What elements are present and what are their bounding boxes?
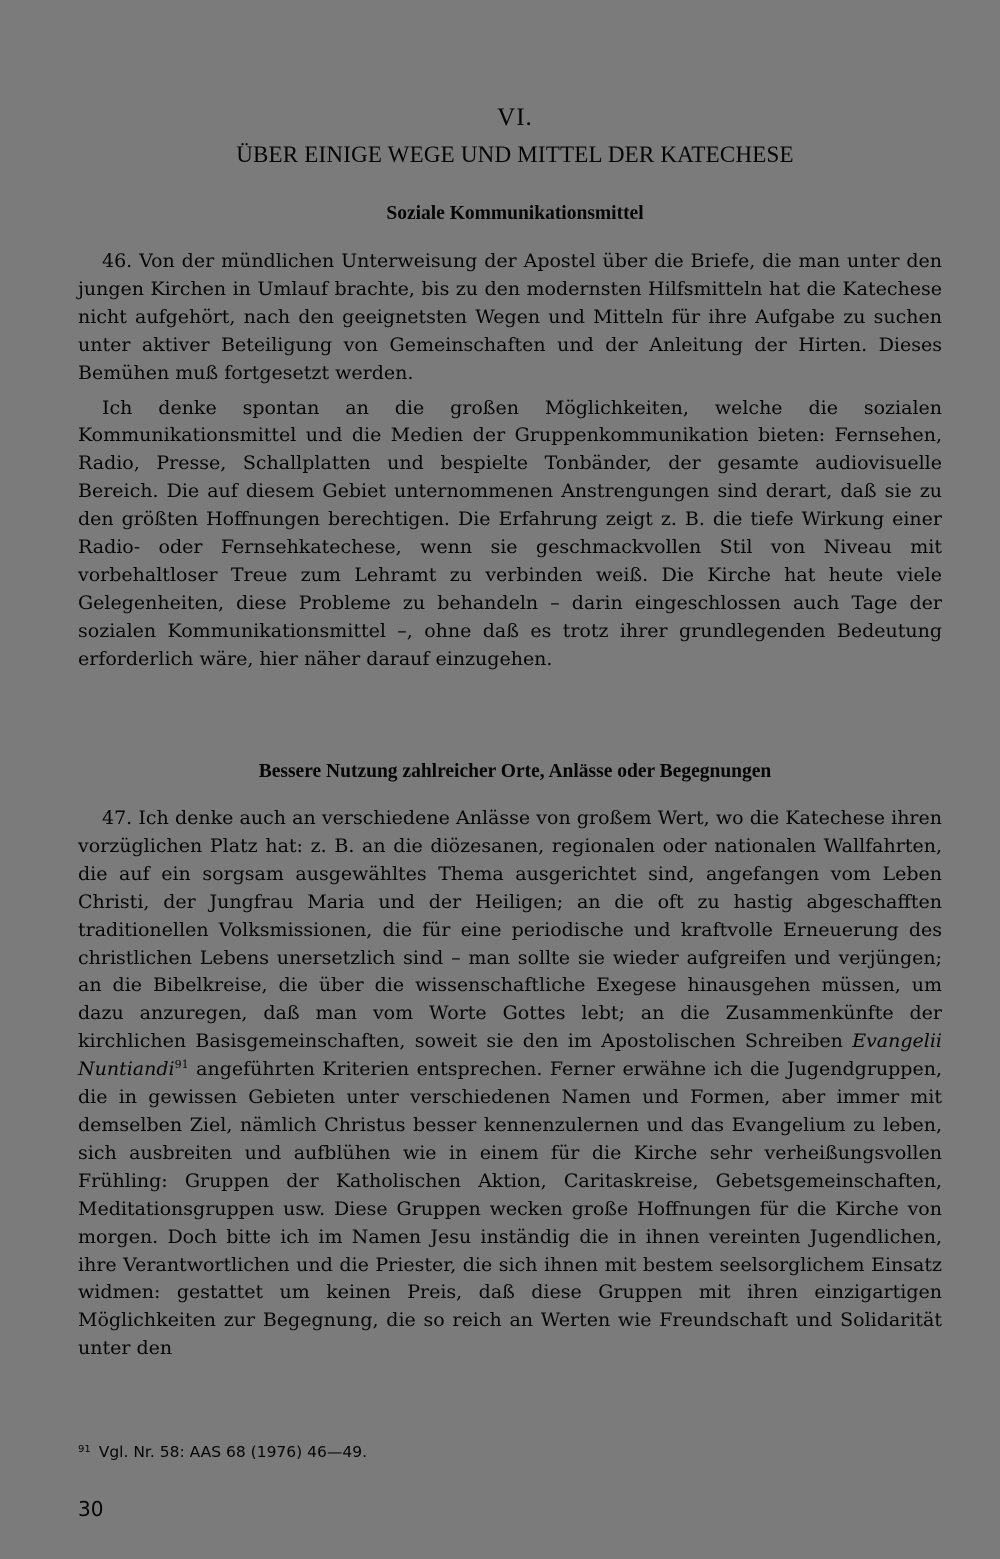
paragraph-46: 46. Von der mündlichen Unterweisung der Apostel über die Briefe, die man unter den jungen Kirchen in Umlauf brachte, bis zu den modernsten Hilfsmitteln hat die Katechese nicht aufgehört, nach den geeignetsten Wegen und Mitteln für ihre Aufgabe zu suchen unter aktiver Beteiligung von Gemeinschaften und der Anleitung der Hirten. Dieses Bemühen muß fortgesetzt werden. (78, 250, 942, 384)
footnote-text: Vgl. Nr. 58: AAS 68 (1976) 46—49. (98, 1443, 368, 1461)
chapter-title: ÜBER EINIGE WEGE UND MITTEL DER KATECHESE (236, 142, 794, 167)
footnote-mark: 91 (78, 1444, 91, 1455)
section-heading-bessere-nutzung: Bessere Nutzung zahlreicher Orte, Anlässe oder Begegnungen (258, 761, 772, 782)
section-46-body (78, 248, 942, 674)
footnote (78, 1443, 367, 1461)
page-number: 30 (78, 1497, 104, 1521)
paragraph-47-text-end: angeführten Kriterien entsprechen. Ferner erwähne ich die Jugendgruppen, die in gewissen Gebieten unter verschiedenen Namen und Formen, aber immer mit demselben Ziel, nämlich Christus besser kennenzulernen und das Evangelium zu leben, sich ausbreiten und aufblühen wie in einem für die Kirche sehr verheißungsvollen Frühling: Gruppen der Katholischen Aktion, Caritaskreise, Gebetsgemeinschaften, Meditationsgruppen usw. Diese Gruppen wecken große Hoffnungen für die Kirche von morgen. Doch bitte ich im Namen Jesu inständig die in ihnen vereinten Jugendlichen, ihre Verantwortlichen und die Priester, die sich ihnen mit bestem seelsorglichem Einsatz widmen: gestattet um keinen Preis, daß diese Gruppen mit ihren einzigartigen Möglichkeiten zur Begegnung, die so reich an Werten wie Freundschaft und Solidarität unter den (78, 1058, 942, 1360)
section-47-body (78, 805, 942, 1363)
section-heading-soziale-kommunikationsmittel: Soziale Kommunikationsmittel (386, 203, 644, 224)
paragraph-47 (78, 805, 942, 1363)
cited-title: Evangelii Nuntiandi (78, 1030, 942, 1081)
footnote-reference[interactable]: 91 (174, 1058, 189, 1072)
paragraph-46-continued: Ich denke spontan an die großen Möglichkeiten, welche die sozialen Kommunikationsmittel und die Medien der Gruppenkommunikation bieten: Fernsehen, Radio, Presse, Schallplatten und bespielte Tonbänder, der gesamte audiovisuelle Bereich. Die auf diesem Gebiet unternommenen Anstrengungen sind derart, daß sie zu den größten Hoffnungen berechtigen. Die Erfahrung zeigt z. B. die tiefe Wirkung einer Radio- oder Fernsehkatechese, wenn sie geschmackvollen Stil von Niveau mit vorbehaltloser Treue zum Lehramt zu verbinden weiß. Die Kirche hat heute viele Gelegenheiten, diese Probleme zu behandeln – darin eingeschlossen auch Tage der sozialen Kommunikationsmittel –, ohne daß es trotz ihrer grundlegenden Bedeutung erforderlich wäre, hier näher darauf einzugehen. (78, 396, 942, 670)
chapter-number: VI. (497, 104, 533, 131)
paragraph-47-text-start: 47. Ich denke auch an verschiedene Anlässe von großem Wert, wo die Katechese ihren vorzüglichen Platz hat: z. B. an die diözesanen, regionalen oder nationalen Wallfahrten, die auf ein sorgsam ausgewähltes Thema ausgerichtet sind, angefangen vom Leben Christi, der Jungfrau Maria und der Heiligen; an die oft zu hastig abgeschafften traditionellen Volksmissionen, die für eine periodische und kraftvolle Erneuerung des christlichen Lebens unersetzlich sind – man sollte sie wieder aufgreifen und verjüngen; an die Bibelkreise, die über die wissenschaftliche Exegese hinausgehen müssen, um dazu anzuregen, daß man vom Worte Gottes lebt; an die Zusammenkünfte der kirchlichen Basisgemeinschaften, soweit sie den im Apostolischen Schreiben (78, 807, 942, 1053)
